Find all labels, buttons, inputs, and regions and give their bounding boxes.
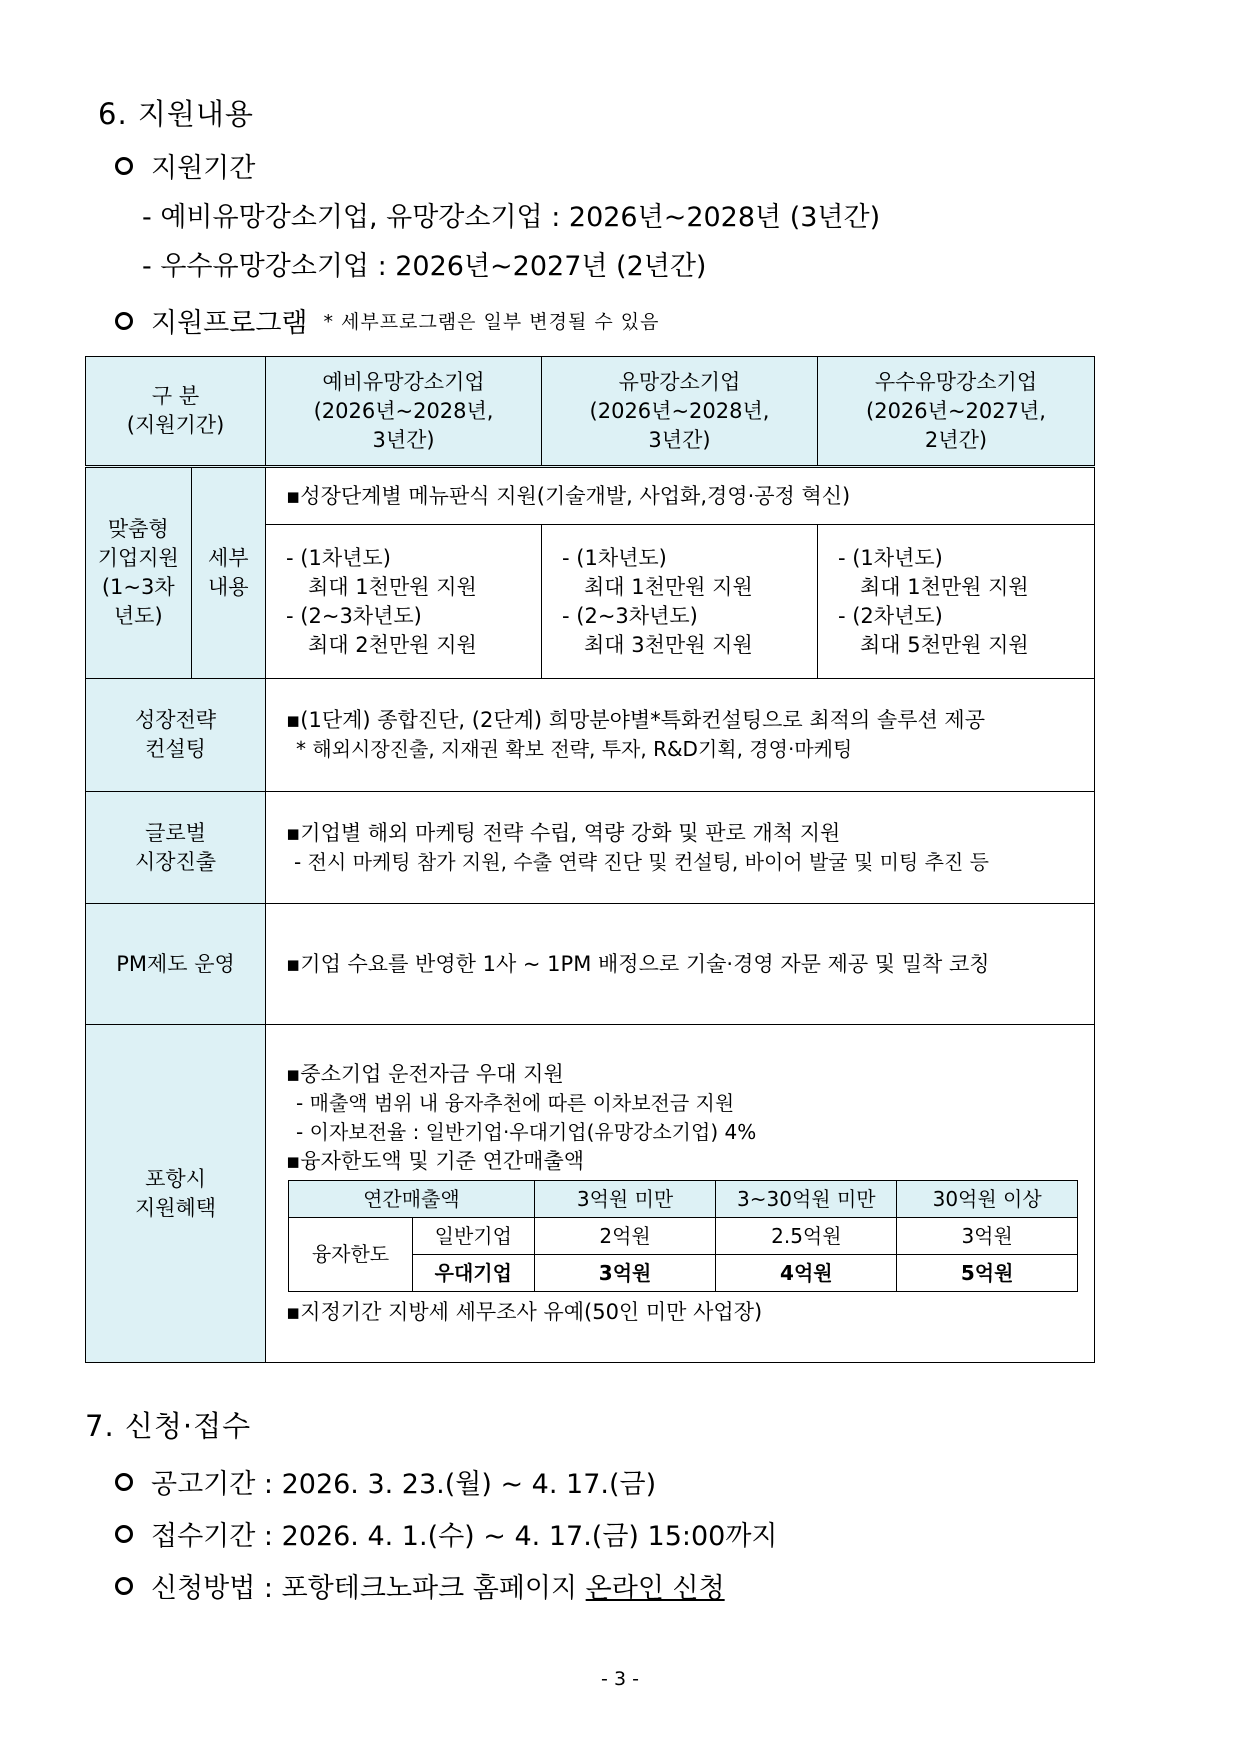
- loan-limit-table: [288, 1180, 1078, 1292]
- consulting-content: ▪(1단계) 종합진단, (2단계) 희망분야별*특화컨설팅으로 최적의 솔루션 제공 * 해외시장진출, 지재권 확보 전략, 투자, R&D기획, 경영·마케팅: [266, 679, 1095, 792]
- custom-detail-col2: - (1차년도) 최대 1천만원 지원 - (2~3차년도) 최대 3천만원 지원: [542, 525, 818, 679]
- header-prelim-company: 예비유망강소기업 (2026년~2028년, 3년간): [266, 357, 542, 467]
- pm-row: [86, 904, 1095, 1025]
- custom-support-subcategory: 세부 내용: [191, 467, 266, 679]
- page-number: - 3 -: [601, 1668, 639, 1690]
- circle-bullet-icon: [115, 1473, 133, 1491]
- loan-header-over30: 30억원 이상: [897, 1181, 1078, 1218]
- header-promising-company: 유망강소기업 (2026년~2028년, 3년간): [542, 357, 818, 467]
- table-row: 우대기업 3억원 4억원 5억원: [289, 1255, 1078, 1292]
- program-heading: [115, 301, 660, 340]
- consulting-row: [86, 679, 1095, 792]
- header-excellent-company: 우수유망강소기업 (2026년~2027년, 2년간): [817, 357, 1094, 467]
- period-line-1: - 예비유망강소기업, 유망강소기업 : 2026년~2028년 (3년간): [142, 202, 881, 233]
- custom-support-summary-row: [86, 467, 1095, 525]
- header-category: 구 분 (지원기간): [86, 357, 266, 467]
- circle-bullet-icon: [115, 1577, 133, 1595]
- consulting-category: 성장전략 컨설팅: [86, 679, 266, 792]
- notice-period: 공고기간 : 2026. 3. 23.(월) ~ 4. 17.(금): [115, 1462, 656, 1501]
- period-line-2: - 우수유망강소기업 : 2026년~2027년 (2년간): [142, 251, 707, 282]
- circle-bullet-icon: [115, 312, 133, 330]
- program-heading-text: 지원프로그램: [151, 308, 308, 339]
- custom-support-summary: ▪성장단계별 메뉴판식 지원(기술개발, 사업화,경영·공정 혁신): [266, 467, 1095, 525]
- application-method: 신청방법 : 포항테크노파크 홈페이지 온라인 신청: [115, 1566, 725, 1605]
- pohang-content: ▪중소기업 운전자금 우대 지원 - 매출액 범위 내 융자추천에 따른 이차보전금 지원 - 이자보전율 : 일반기업·우대기업(유망강소기업) 4% ▪융자한도액 및 기준 연간매출액 연간매출액 3억원 미만 3~30억원 미만 30억원 이상 융자한도 일반기업 2억원 2.5억원 3억원 우대기업 3억원 4억원 5억원 ▪지정기간 지방세 세무조사 유예(50인 미만 사업장): [266, 1025, 1095, 1363]
- support-program-table: [85, 356, 1095, 1363]
- global-row: [86, 792, 1095, 904]
- pohang-category: 포항시 지원혜택: [86, 1025, 266, 1363]
- custom-detail-col1: - (1차년도) 최대 1천만원 지원 - (2~3차년도) 최대 2천만원 지원: [266, 525, 542, 679]
- program-note: * 세부프로그램은 일부 변경될 수 있음: [323, 311, 660, 333]
- online-application-link[interactable]: 온라인 신청: [585, 1573, 725, 1604]
- loan-header-under3: 3억원 미만: [534, 1181, 716, 1218]
- period-heading: [115, 146, 255, 185]
- table-header-row: [86, 357, 1095, 467]
- circle-bullet-icon: [115, 157, 133, 175]
- pm-content: ▪기업 수요를 반영한 1사 ~ 1PM 배정으로 기술·경영 자문 제공 및 밀착 코칭: [266, 904, 1095, 1025]
- section-7-title: 7. 신청·접수: [85, 1409, 252, 1443]
- period-heading-text: 지원기간: [151, 153, 256, 184]
- loan-row-label: 융자한도: [289, 1218, 413, 1292]
- pohang-row: [86, 1025, 1095, 1363]
- section-6-title: 6. 지원내용: [98, 97, 254, 131]
- application-period: 접수기간 : 2026. 4. 1.(수) ~ 4. 17.(금) 15:00까지: [115, 1514, 778, 1553]
- loan-header-revenue: 연간매출액: [289, 1181, 535, 1218]
- table-row: 융자한도 일반기업 2억원 2.5억원 3억원: [289, 1218, 1078, 1255]
- custom-support-category: 맞춤형 기업지원 (1~3차 년도): [86, 467, 192, 679]
- global-category: 글로벌 시장진출: [86, 792, 266, 904]
- circle-bullet-icon: [115, 1525, 133, 1543]
- loan-header-3to30: 3~30억원 미만: [716, 1181, 897, 1218]
- pm-category: PM제도 운영: [86, 904, 266, 1025]
- custom-detail-col3: - (1차년도) 최대 1천만원 지원 - (2차년도) 최대 5천만원 지원: [817, 525, 1094, 679]
- global-content: ▪기업별 해외 마케팅 전략 수립, 역량 강화 및 판로 개척 지원 - 전시 마케팅 참가 지원, 수출 연략 진단 및 컨설팅, 바이어 발굴 및 미팅 추진 등: [266, 792, 1095, 904]
